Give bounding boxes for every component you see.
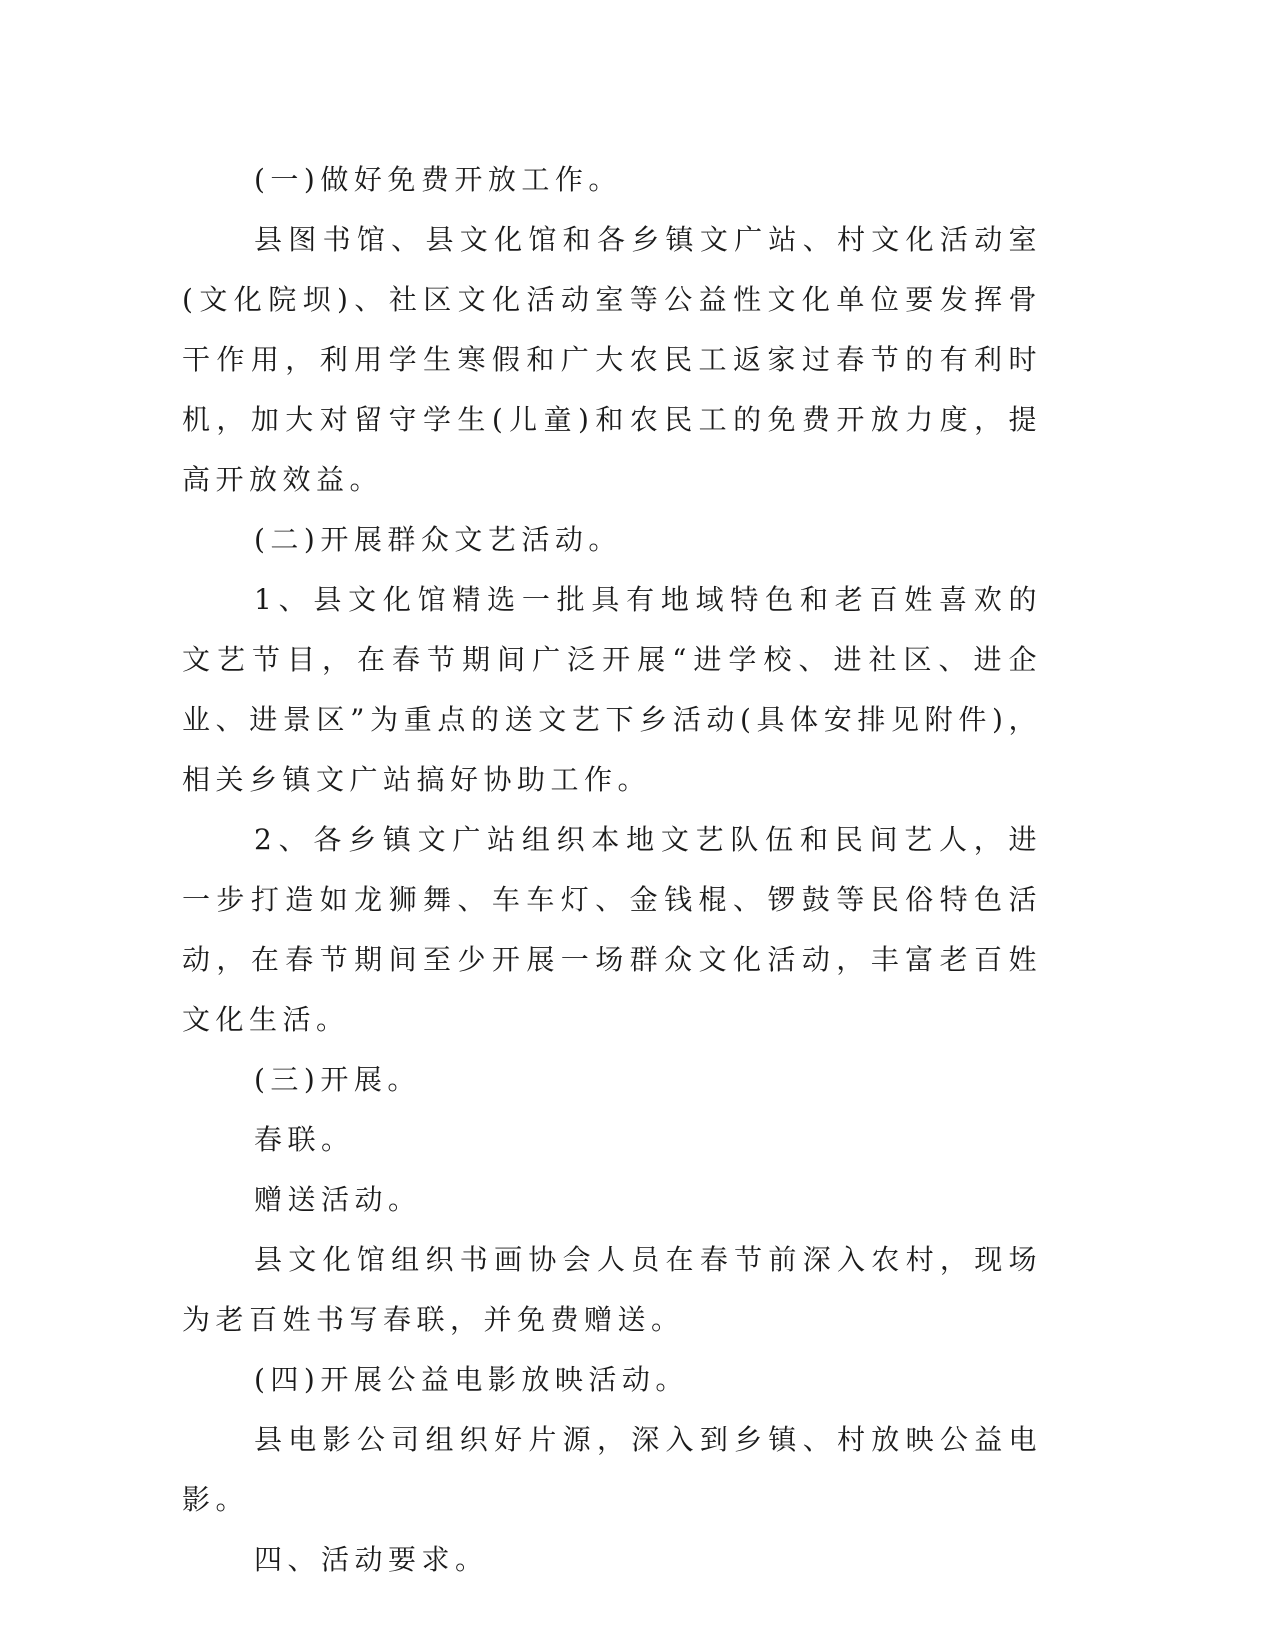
- section-heading-4: (四)开展公益电影放映活动。: [254, 1363, 689, 1396]
- section-heading-3: (三)开展。: [254, 1063, 421, 1096]
- body-paragraph: 县文化馆组织书画协会人员在春节前深入农村，现场为老百姓书写春联，并免费赠送。: [182, 1243, 1042, 1336]
- body-line: 春联。: [254, 1123, 355, 1156]
- section-heading-2: (二)开展群众文艺活动。: [254, 523, 622, 556]
- body-line: 赠送活动。: [254, 1183, 422, 1216]
- body-paragraph: 县电影公司组织好片源，深入到乡镇、村放映公益电影。: [182, 1423, 1042, 1516]
- body-paragraph: 1、县文化馆精选一批具有地域特色和老百姓喜欢的文艺节目，在春节期间广泛开展“进学校、进社区、进企业、进景区”为重点的送文艺下乡活动(具体安排见附件)，相关乡镇文广站搞好协助工作。: [182, 583, 1042, 796]
- body-paragraph: 县图书馆、县文化馆和各乡镇文广站、村文化活动室(文化院坝)、社区文化活动室等公益性文化单位要发挥骨干作用，利用学生寒假和广大农民工返家过春节的有利时机，加大对留守学生(儿童)和农民工的免费开放力度，提高开放效益。: [182, 223, 1042, 496]
- section-heading-1: (一)做好免费开放工作。: [254, 163, 622, 196]
- document-body: [182, 150, 1042, 1590]
- body-paragraph: 2、各乡镇文广站组织本地文艺队伍和民间艺人，进一步打造如龙狮舞、车车灯、金钱棍、锣鼓等民俗特色活动，在春节期间至少开展一场群众文化活动，丰富老百姓文化生活。: [182, 823, 1042, 1036]
- chapter-heading: 四、活动要求。: [254, 1543, 489, 1576]
